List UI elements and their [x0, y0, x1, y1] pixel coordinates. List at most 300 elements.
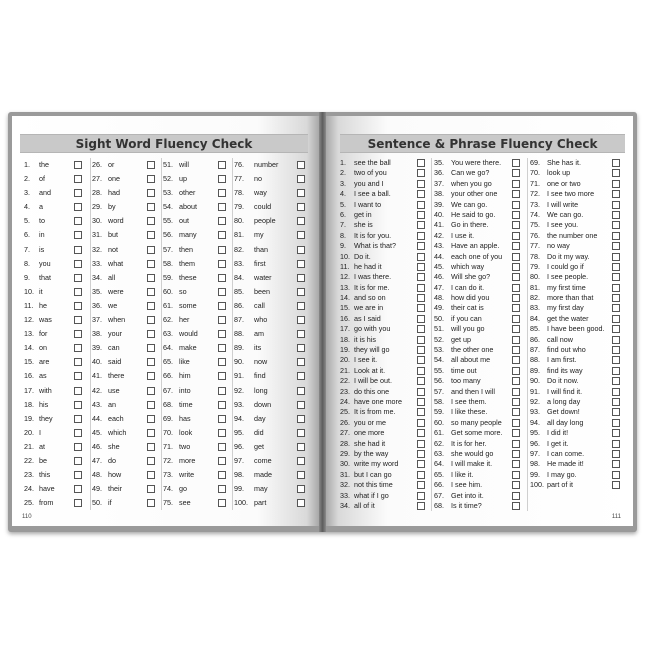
checkbox[interactable]: [74, 499, 82, 507]
checkbox[interactable]: [297, 429, 305, 437]
checkbox[interactable]: [297, 457, 305, 465]
checkbox[interactable]: [512, 450, 520, 458]
checkbox[interactable]: [297, 246, 305, 254]
item-text: I will find it.: [547, 386, 583, 396]
checkbox[interactable]: [512, 429, 520, 437]
checkbox[interactable]: [512, 190, 520, 198]
checkbox[interactable]: [147, 316, 155, 324]
checkbox[interactable]: [417, 284, 425, 292]
checkbox[interactable]: [612, 440, 620, 448]
checkbox[interactable]: [512, 304, 520, 312]
checkbox[interactable]: [612, 211, 620, 219]
item-text: many: [179, 230, 197, 240]
checkbox[interactable]: [417, 159, 425, 167]
checkbox[interactable]: [612, 346, 620, 354]
item-number: 38.: [92, 329, 102, 339]
checkbox[interactable]: [218, 231, 226, 239]
checkbox[interactable]: [612, 377, 620, 385]
checkbox[interactable]: [147, 302, 155, 310]
checkbox[interactable]: [74, 387, 82, 395]
checkbox[interactable]: [417, 201, 425, 209]
item-number: 34.: [340, 500, 350, 510]
checkbox[interactable]: [417, 377, 425, 385]
checkbox[interactable]: [512, 221, 520, 229]
item-text: I will write: [547, 199, 579, 209]
checkbox[interactable]: [512, 471, 520, 479]
list-item: [340, 283, 431, 293]
checkbox[interactable]: [147, 344, 155, 352]
checkbox[interactable]: [297, 316, 305, 324]
checkbox[interactable]: [147, 401, 155, 409]
checkbox[interactable]: [218, 288, 226, 296]
checkbox[interactable]: [512, 440, 520, 448]
checkbox[interactable]: [218, 387, 226, 395]
checkbox[interactable]: [417, 346, 425, 354]
list-item: [24, 257, 90, 271]
checkbox[interactable]: [297, 344, 305, 352]
checkbox[interactable]: [297, 443, 305, 451]
checkbox[interactable]: [218, 372, 226, 380]
checkbox[interactable]: [612, 429, 620, 437]
checkbox[interactable]: [147, 485, 155, 493]
list-item: [434, 293, 527, 303]
checkbox[interactable]: [297, 471, 305, 479]
checkbox[interactable]: [417, 408, 425, 416]
list-item: [24, 299, 90, 313]
checkbox[interactable]: [297, 401, 305, 409]
checkbox[interactable]: [147, 260, 155, 268]
item-text: I can do it.: [451, 282, 485, 292]
checkbox[interactable]: [74, 217, 82, 225]
item-number: 45.: [434, 261, 444, 271]
checkbox[interactable]: [512, 159, 520, 167]
checkbox[interactable]: [612, 325, 620, 333]
checkbox[interactable]: [218, 217, 226, 225]
checkbox[interactable]: [612, 221, 620, 229]
checkbox[interactable]: [218, 429, 226, 437]
item-number: 71.: [163, 441, 173, 451]
list-item: [434, 491, 527, 501]
checkbox[interactable]: [417, 336, 425, 344]
list-item: [340, 355, 431, 365]
list-item: [434, 158, 527, 168]
item-number: 4.: [24, 202, 30, 212]
list-item: [530, 449, 626, 459]
checkbox[interactable]: [612, 388, 620, 396]
checkbox[interactable]: [612, 159, 620, 167]
checkbox[interactable]: [612, 253, 620, 261]
checkbox[interactable]: [147, 189, 155, 197]
checkbox[interactable]: [512, 273, 520, 281]
checkbox[interactable]: [147, 358, 155, 366]
list-item: [340, 418, 431, 428]
checkbox[interactable]: [297, 161, 305, 169]
item-text: all about me: [451, 355, 491, 365]
checkbox[interactable]: [147, 443, 155, 451]
list-item: [24, 313, 90, 327]
checkbox[interactable]: [512, 377, 520, 385]
item-text: not this time: [354, 480, 393, 490]
list-item: [163, 398, 232, 412]
checkbox[interactable]: [218, 302, 226, 310]
checkbox[interactable]: [512, 398, 520, 406]
checkbox[interactable]: [612, 201, 620, 209]
list-item: [530, 439, 626, 449]
checkbox[interactable]: [512, 169, 520, 177]
checkbox[interactable]: [297, 330, 305, 338]
checkbox[interactable]: [147, 288, 155, 296]
item-number: 93.: [234, 399, 244, 409]
list-item: [234, 200, 310, 214]
checkbox[interactable]: [417, 440, 425, 448]
checkbox[interactable]: [512, 356, 520, 364]
checkbox[interactable]: [74, 330, 82, 338]
list-item: [92, 313, 161, 327]
item-number: 99.: [530, 469, 540, 479]
checkbox[interactable]: [297, 274, 305, 282]
list-item: [530, 231, 626, 241]
checkbox[interactable]: [417, 419, 425, 427]
item-number: 36.: [92, 300, 102, 310]
checkbox[interactable]: [147, 471, 155, 479]
checkbox[interactable]: [147, 330, 155, 338]
checkbox[interactable]: [218, 161, 226, 169]
checkbox[interactable]: [612, 180, 620, 188]
item-number: 62.: [434, 438, 444, 448]
item-number: 70.: [163, 427, 173, 437]
checkbox[interactable]: [297, 175, 305, 183]
checkbox[interactable]: [417, 190, 425, 198]
checkbox[interactable]: [74, 316, 82, 324]
checkbox[interactable]: [218, 415, 226, 423]
checkbox[interactable]: [512, 408, 520, 416]
checkbox[interactable]: [612, 367, 620, 375]
checkbox[interactable]: [512, 315, 520, 323]
checkbox[interactable]: [218, 246, 226, 254]
item-number: 86.: [530, 334, 540, 344]
checkbox[interactable]: [612, 190, 620, 198]
item-text: so: [179, 286, 187, 296]
checkbox[interactable]: [297, 231, 305, 239]
item-text: It is for you.: [354, 230, 392, 240]
checkbox[interactable]: [74, 401, 82, 409]
checkbox[interactable]: [417, 388, 425, 396]
checkbox[interactable]: [297, 499, 305, 507]
checkbox[interactable]: [147, 372, 155, 380]
item-text: too many: [451, 376, 481, 386]
checkbox[interactable]: [218, 471, 226, 479]
checkbox[interactable]: [147, 203, 155, 211]
list-item: [234, 271, 310, 285]
item-number: 58.: [434, 396, 444, 406]
checkbox[interactable]: [612, 336, 620, 344]
checkbox[interactable]: [512, 294, 520, 302]
list-item: [434, 397, 527, 407]
checkbox[interactable]: [74, 429, 82, 437]
checkbox[interactable]: [218, 189, 226, 197]
item-number: 60.: [163, 286, 173, 296]
checkbox[interactable]: [147, 175, 155, 183]
list-item: [434, 439, 527, 449]
item-text: she: [108, 441, 120, 451]
item-text: will: [179, 160, 189, 169]
checkbox[interactable]: [297, 485, 305, 493]
checkbox[interactable]: [417, 242, 425, 250]
checkbox[interactable]: [218, 175, 226, 183]
checkbox[interactable]: [612, 304, 620, 312]
book-spine: [319, 112, 326, 532]
checkbox[interactable]: [612, 273, 620, 281]
checkbox[interactable]: [512, 502, 520, 510]
item-text: of: [39, 174, 45, 184]
item-number: 18.: [340, 334, 350, 344]
checkbox[interactable]: [218, 485, 226, 493]
item-number: 56.: [434, 376, 444, 386]
checkbox[interactable]: [612, 294, 620, 302]
checkbox[interactable]: [74, 443, 82, 451]
checkbox[interactable]: [297, 260, 305, 268]
item-number: 67.: [163, 385, 173, 395]
checkbox[interactable]: [612, 481, 620, 489]
item-number: 79.: [530, 261, 540, 271]
checkbox[interactable]: [512, 481, 520, 489]
checkbox[interactable]: [74, 189, 82, 197]
checkbox[interactable]: [512, 460, 520, 468]
item-number: 27.: [340, 428, 350, 438]
list-item: [163, 440, 232, 454]
list-item: [340, 252, 431, 262]
item-text: he had it: [354, 261, 382, 271]
checkbox[interactable]: [512, 492, 520, 500]
checkbox[interactable]: [147, 231, 155, 239]
checkbox[interactable]: [612, 242, 620, 250]
item-number: 81.: [234, 230, 244, 240]
checkbox[interactable]: [218, 316, 226, 324]
list-item: [434, 200, 527, 210]
item-text: his: [39, 399, 49, 409]
checkbox[interactable]: [417, 481, 425, 489]
checkbox[interactable]: [218, 274, 226, 282]
checkbox[interactable]: [612, 169, 620, 177]
checkbox[interactable]: [218, 344, 226, 352]
checkbox[interactable]: [218, 443, 226, 451]
item-text: a long day: [547, 396, 581, 406]
checkbox[interactable]: [612, 315, 620, 323]
checkbox[interactable]: [512, 346, 520, 354]
checkbox[interactable]: [612, 356, 620, 364]
checkbox[interactable]: [74, 485, 82, 493]
checkbox[interactable]: [147, 387, 155, 395]
item-text: out: [179, 216, 189, 226]
item-text: I see him.: [451, 480, 483, 490]
left-page-column: [163, 158, 233, 510]
checkbox[interactable]: [612, 450, 620, 458]
checkbox[interactable]: [218, 499, 226, 507]
checkbox[interactable]: [147, 217, 155, 225]
checkbox[interactable]: [417, 169, 425, 177]
checkbox[interactable]: [297, 387, 305, 395]
checkbox[interactable]: [74, 358, 82, 366]
checkbox[interactable]: [147, 499, 155, 507]
item-number: 43.: [434, 241, 444, 251]
checkbox[interactable]: [74, 415, 82, 423]
checkbox[interactable]: [417, 294, 425, 302]
checkbox[interactable]: [74, 175, 82, 183]
list-item: [434, 470, 527, 480]
checkbox[interactable]: [512, 242, 520, 250]
checkbox[interactable]: [512, 419, 520, 427]
checkbox[interactable]: [417, 211, 425, 219]
item-text: up: [179, 174, 187, 184]
checkbox[interactable]: [74, 246, 82, 254]
list-item: [24, 482, 90, 496]
checkbox[interactable]: [612, 471, 620, 479]
checkbox[interactable]: [297, 203, 305, 211]
checkbox[interactable]: [297, 372, 305, 380]
checkbox[interactable]: [612, 408, 620, 416]
checkbox[interactable]: [218, 260, 226, 268]
checkbox[interactable]: [612, 232, 620, 240]
checkbox[interactable]: [218, 358, 226, 366]
item-number: 70.: [530, 168, 540, 178]
checkbox[interactable]: [512, 201, 520, 209]
checkbox[interactable]: [417, 263, 425, 271]
checkbox[interactable]: [74, 471, 82, 479]
checkbox[interactable]: [147, 161, 155, 169]
checkbox[interactable]: [512, 232, 520, 240]
checkbox[interactable]: [512, 263, 520, 271]
item-number: 47.: [92, 455, 102, 465]
checkbox[interactable]: [417, 398, 425, 406]
checkbox[interactable]: [512, 388, 520, 396]
item-text: from: [39, 498, 54, 508]
checkbox[interactable]: [297, 288, 305, 296]
checkbox[interactable]: [74, 161, 82, 169]
checkbox[interactable]: [74, 457, 82, 465]
checkbox[interactable]: [417, 429, 425, 437]
checkbox[interactable]: [612, 263, 620, 271]
checkbox[interactable]: [417, 502, 425, 510]
item-number: 93.: [530, 407, 540, 417]
checkbox[interactable]: [218, 330, 226, 338]
checkbox[interactable]: [74, 288, 82, 296]
checkbox[interactable]: [147, 246, 155, 254]
checkbox[interactable]: [297, 415, 305, 423]
checkbox[interactable]: [417, 450, 425, 458]
checkbox[interactable]: [417, 304, 425, 312]
item-number: 50.: [92, 498, 102, 508]
checkbox[interactable]: [512, 180, 520, 188]
item-text: I see you.: [547, 220, 579, 230]
item-number: 25.: [24, 498, 34, 508]
checkbox[interactable]: [417, 253, 425, 261]
checkbox[interactable]: [74, 344, 82, 352]
checkbox[interactable]: [417, 492, 425, 500]
item-text: when: [108, 315, 126, 325]
checkbox[interactable]: [74, 274, 82, 282]
checkbox[interactable]: [147, 415, 155, 423]
item-text: than: [254, 244, 268, 254]
item-number: 33.: [92, 258, 102, 268]
list-item: [24, 271, 90, 285]
checkbox[interactable]: [417, 273, 425, 281]
checkbox[interactable]: [74, 203, 82, 211]
checkbox[interactable]: [612, 419, 620, 427]
checkbox[interactable]: [297, 189, 305, 197]
item-text: go with you: [354, 324, 391, 334]
checkbox[interactable]: [297, 217, 305, 225]
checkbox[interactable]: [147, 457, 155, 465]
checkbox[interactable]: [417, 221, 425, 229]
list-item: [24, 327, 90, 341]
checkbox[interactable]: [417, 315, 425, 323]
checkbox[interactable]: [512, 325, 520, 333]
checkbox[interactable]: [74, 372, 82, 380]
list-item: [24, 468, 90, 482]
item-number: 92.: [530, 396, 540, 406]
right-page: [326, 116, 633, 526]
list-item: [434, 449, 527, 459]
item-number: 64.: [163, 343, 173, 353]
item-number: 54.: [434, 355, 444, 365]
checkbox[interactable]: [417, 180, 425, 188]
checkbox[interactable]: [147, 429, 155, 437]
checkbox[interactable]: [218, 401, 226, 409]
checkbox[interactable]: [417, 325, 425, 333]
checkbox[interactable]: [512, 211, 520, 219]
item-number: 45.: [92, 427, 102, 437]
checkbox[interactable]: [612, 460, 620, 468]
item-number: 10.: [24, 286, 34, 296]
item-text: to: [39, 216, 45, 226]
checkbox[interactable]: [74, 260, 82, 268]
checkbox[interactable]: [417, 471, 425, 479]
item-text: your other one: [451, 189, 498, 199]
checkbox[interactable]: [417, 232, 425, 240]
list-item: [24, 426, 90, 440]
list-item: [163, 412, 232, 426]
list-item: [530, 210, 626, 220]
item-number: 69.: [530, 158, 540, 167]
item-text: their: [108, 484, 122, 494]
checkbox[interactable]: [297, 358, 305, 366]
item-text: you and I: [354, 178, 384, 188]
list-item: [234, 186, 310, 200]
checkbox[interactable]: [512, 367, 520, 375]
item-number: 15.: [24, 357, 34, 367]
checkbox[interactable]: [297, 302, 305, 310]
checkbox[interactable]: [612, 398, 620, 406]
item-number: 84.: [234, 272, 244, 282]
checkbox[interactable]: [512, 336, 520, 344]
checkbox[interactable]: [512, 284, 520, 292]
item-number: 21.: [24, 441, 34, 451]
checkbox[interactable]: [218, 457, 226, 465]
checkbox[interactable]: [74, 231, 82, 239]
checkbox[interactable]: [417, 367, 425, 375]
item-text: Do it.: [354, 251, 371, 261]
checkbox[interactable]: [218, 203, 226, 211]
item-text: an: [108, 399, 116, 409]
checkbox[interactable]: [417, 460, 425, 468]
checkbox[interactable]: [612, 284, 620, 292]
checkbox[interactable]: [417, 356, 425, 364]
checkbox[interactable]: [147, 274, 155, 282]
item-number: 19.: [340, 345, 350, 355]
checkbox[interactable]: [74, 302, 82, 310]
list-item: [434, 272, 527, 282]
checkbox[interactable]: [512, 253, 520, 261]
